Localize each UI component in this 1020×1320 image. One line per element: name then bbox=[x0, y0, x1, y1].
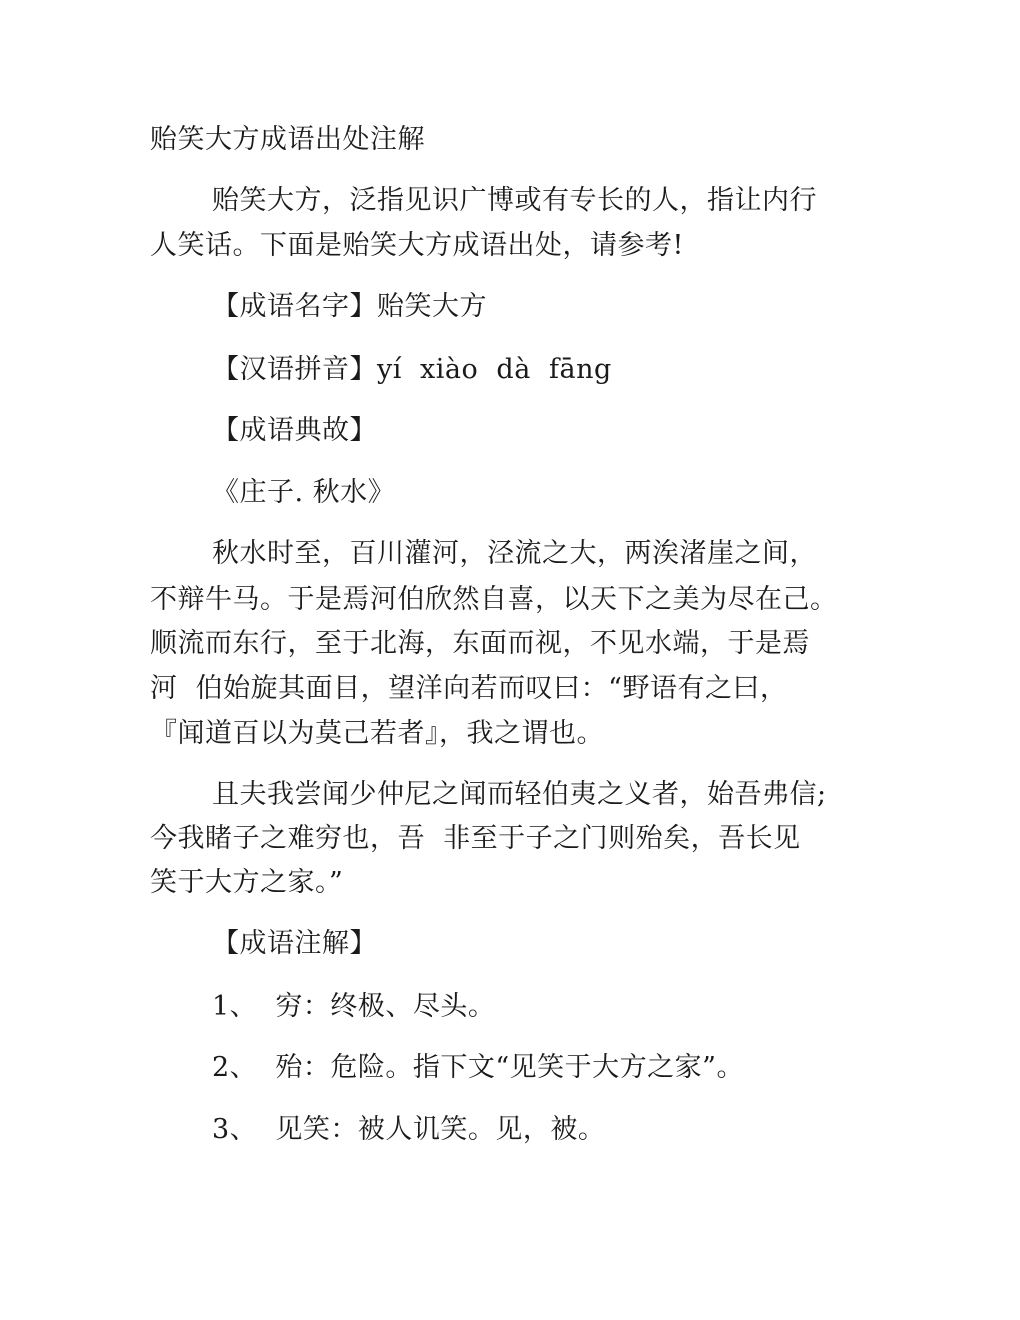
source-title: 《庄子. 秋水》 bbox=[212, 477, 396, 508]
story-p1-line-1: 秋水时至，百川灌河，泾流之大，两涘渚崖之间， bbox=[212, 538, 817, 569]
note-item: 1、 穷：终极、尽头。 bbox=[212, 991, 496, 1022]
story-p2-line-2: 今我睹子之难穷也，吾 非至于子之门则殆矣，吾长见 bbox=[150, 823, 801, 854]
story-p1-line-5: 『闻道百以为莫己若者』，我之谓也。 bbox=[150, 718, 604, 749]
intro-line-1: 贻笑大方，泛指见识广博或有专长的人，指让内行 bbox=[212, 185, 817, 216]
story-p2-line-3: 笑于大方之家。” bbox=[150, 867, 344, 898]
pinyin-line: 【汉语拼音】yí xiào dà fāng bbox=[212, 354, 612, 385]
note-item: 3、 见笑：被人讥笑。见，被。 bbox=[212, 1114, 606, 1145]
story-p1-line-4: 河 伯始旋其面目，望洋向若而叹曰：“野语有之曰， bbox=[150, 673, 788, 704]
idiom-name-line: 【成语名字】贻笑大方 bbox=[212, 291, 487, 322]
story-p1-line-2: 不辩牛马。于是焉河伯欣然自喜，以天下之美为尽在己。 bbox=[150, 584, 838, 615]
intro-line-2: 人笑话。下面是贻笑大方成语出处，请参考! bbox=[150, 230, 684, 261]
origin-heading: 【成语典故】 bbox=[212, 415, 377, 446]
notes-heading: 【成语注解】 bbox=[212, 928, 377, 959]
story-p1-line-3: 顺流而东行，至于北海，东面而视，不见水端，于是焉 bbox=[150, 628, 810, 659]
document-title: 贻笑大方成语出处注解 bbox=[150, 124, 425, 155]
story-p2-line-1: 且夫我尝闻少仲尼之闻而轻伯夷之义者，始吾弗信; bbox=[212, 779, 827, 810]
note-item: 2、 殆：危险。指下文“见笑于大方之家”。 bbox=[212, 1052, 744, 1083]
